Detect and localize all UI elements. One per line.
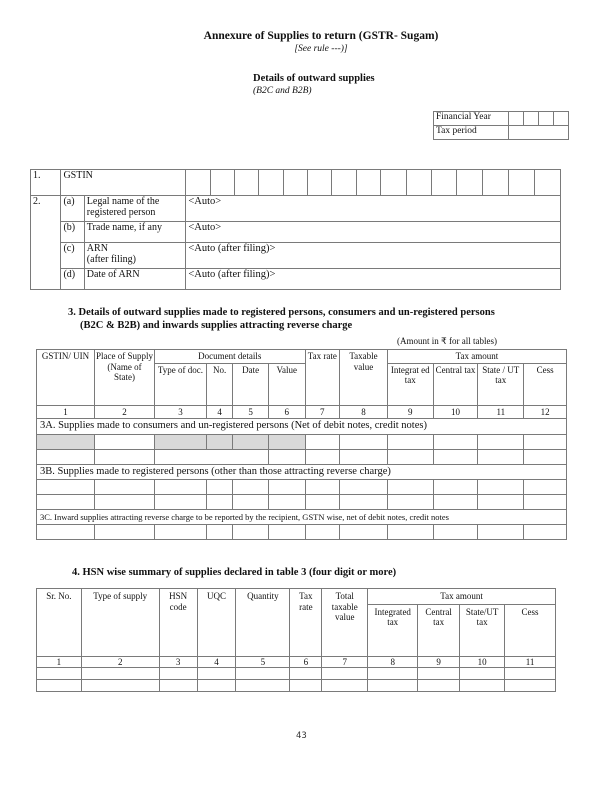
col-number: 6 [268,405,305,419]
table-cell[interactable] [387,449,433,464]
gstin-label: GSTIN [61,170,186,196]
header-hsn-code: HSN code [159,589,197,657]
table-cell[interactable] [37,525,95,540]
section-3c-heading: 3C. Inward supplies attracting reverse charge to be reported by the recipient, GSTN wise, net of debit notes, credit notes [37,510,567,525]
section-3a-heading: 3A. Supplies made to consumers and un-registered persons (Net of debit notes, credit notes) [37,419,567,435]
table-cell[interactable] [505,668,556,680]
gstin-cell[interactable] [509,170,535,196]
gstin-cell[interactable] [332,170,356,196]
table-cell[interactable] [478,434,524,449]
table-cell[interactable] [94,525,154,540]
table-cell[interactable] [37,495,95,510]
header-central-tax: Central tax [433,363,478,405]
header-doc-no: No. [206,363,232,405]
col-number: 12 [524,405,567,419]
table-cell-disabled [37,434,95,449]
table-cell[interactable] [478,449,524,464]
table-cell[interactable] [460,680,505,692]
gstin-cell[interactable] [457,170,482,196]
table-cell[interactable] [505,680,556,692]
trade-name-value: <Auto> [186,222,561,243]
trade-name-label: Trade name, if any [84,222,186,243]
table-cell[interactable] [387,434,433,449]
gstin-cell[interactable] [186,170,210,196]
table-cell[interactable] [305,525,340,540]
table-cell[interactable] [159,668,197,680]
table-cell[interactable] [155,495,207,510]
col-number: 8 [340,405,388,419]
table-cell[interactable] [433,495,478,510]
page-title: Annexure of Supplies to return (GSTR- Sugam) [203,30,439,42]
outward-supplies-table [36,349,567,540]
col-number: 5 [236,656,290,668]
header-taxable-value: Taxable value [340,350,388,406]
item-letter: (a) [61,196,84,222]
table-cell[interactable] [524,480,567,495]
col-number: 11 [478,405,524,419]
row-number: 2. [31,196,61,290]
table-cell[interactable] [37,480,95,495]
gstin-cell[interactable] [406,170,431,196]
gstin-cell[interactable] [283,170,307,196]
table-cell[interactable] [340,495,388,510]
table-cell[interactable] [478,525,524,540]
gstin-cell[interactable] [431,170,456,196]
table-cell[interactable] [37,680,82,692]
header-tax-rate: Tax rate [305,350,340,406]
table-cell[interactable] [233,480,269,495]
table-cell[interactable] [233,495,269,510]
header-place-of-supply: Place of Supply (Name of State) [94,350,154,406]
details-title: Details of outward supplies [253,73,375,84]
table-cell[interactable] [368,668,418,680]
table-cell[interactable] [81,680,159,692]
header-tax-amount: Tax amount [368,589,556,605]
col-number: 3 [159,656,197,668]
gstin-cell[interactable] [308,170,332,196]
table-cell-disabled [268,434,305,449]
period-box [433,111,569,140]
table-cell[interactable] [368,680,418,692]
table-cell[interactable] [524,495,567,510]
header-type-of-supply: Type of supply [81,589,159,657]
header-document-details: Document details [155,350,306,364]
table-cell[interactable] [236,680,290,692]
table-cell[interactable] [478,480,524,495]
table-cell[interactable] [268,449,305,464]
arn-label [84,243,186,269]
table-cell[interactable] [340,525,388,540]
table-cell[interactable] [236,668,290,680]
table-cell[interactable] [433,434,478,449]
gstin-cell[interactable] [356,170,380,196]
header-integrated-tax: Integrated tax [368,604,418,656]
details-subtitle: (B2C and B2B) [253,86,312,96]
col-number: 9 [387,405,433,419]
gstin-cell[interactable] [235,170,259,196]
gstin-cell[interactable] [259,170,283,196]
col-number: 7 [322,656,368,668]
table-cell[interactable] [94,495,154,510]
header-uqc: UQC [197,589,236,657]
table-cell[interactable] [233,525,269,540]
financial-year-label: Financial Year [434,112,509,126]
col-number: 5 [233,405,269,419]
item-letter: (b) [61,222,84,243]
gstin-cell[interactable] [535,170,561,196]
table-cell[interactable] [305,449,340,464]
arn-date-label: Date of ARN [84,269,186,290]
col-number: 9 [418,656,460,668]
table-cell-disabled [233,434,269,449]
table-cell[interactable] [155,449,269,464]
financial-year-cell[interactable] [509,112,524,126]
section-3-title-line2: (B2C & B2B) and inwards supplies attracting reverse charge [80,320,353,331]
table-cell[interactable] [524,525,567,540]
row-number: 1. [31,170,61,196]
tax-period-field[interactable] [509,126,569,140]
header-gstin: GSTIN/ UIN [37,350,95,406]
col-number: 8 [368,656,418,668]
table-cell[interactable] [94,434,154,449]
header-tax-rate: Tax rate [290,589,322,657]
table-cell[interactable] [155,480,207,495]
table-cell[interactable] [305,480,340,495]
col-number: 4 [197,656,236,668]
table-cell[interactable] [305,434,340,449]
header-state-tax: State/UT tax [460,604,505,656]
table-cell[interactable] [290,680,322,692]
table-cell-disabled [206,434,232,449]
col-number: 11 [505,656,556,668]
table-cell[interactable] [206,480,232,495]
financial-year-cell[interactable] [524,112,539,126]
arn-date-value: <Auto (after filing)> [186,269,561,290]
table-cell[interactable] [155,525,207,540]
table-cell[interactable] [37,449,95,464]
header-sr-no: Sr. No. [37,589,82,657]
table-cell[interactable] [159,680,197,692]
table-cell[interactable] [268,495,305,510]
table-cell[interactable] [268,480,305,495]
arn-label-text: ARN [86,243,108,254]
table-cell[interactable] [524,449,567,464]
table-cell[interactable] [340,449,388,464]
header-doc-value: Value [268,363,305,405]
col-number: 3 [155,405,207,419]
item-letter: (c) [61,243,84,269]
table-cell[interactable] [387,525,433,540]
legal-name-label: Legal name of the registered person [84,196,186,222]
table-cell[interactable] [433,525,478,540]
gstin-cell[interactable] [210,170,234,196]
table-cell[interactable] [387,495,433,510]
col-number: 2 [81,656,159,668]
col-number: 7 [305,405,340,419]
header-state-tax: State / UT tax [478,363,524,405]
table-cell-disabled [155,434,207,449]
legal-name-value: <Auto> [186,196,561,222]
table-cell[interactable] [340,480,388,495]
section-3b-heading: 3B. Supplies made to registered persons (other than those attracting reverse charge) [37,464,567,480]
col-number: 10 [460,656,505,668]
table-cell[interactable] [197,668,236,680]
table-cell[interactable] [305,495,340,510]
tax-period-label: Tax period [434,126,509,140]
gstin-cell[interactable] [381,170,406,196]
table-cell[interactable] [340,434,388,449]
table-cell[interactable] [37,668,82,680]
table-cell[interactable] [290,668,322,680]
header-total-taxable-value: Total taxable value [322,589,368,657]
header-cess: Cess [524,363,567,405]
col-number: 4 [206,405,232,419]
section-3-title [68,306,578,332]
table-cell[interactable] [322,680,368,692]
arn-value: <Auto (after filing)> [186,243,561,269]
financial-year-cell[interactable] [539,112,554,126]
col-number: 6 [290,656,322,668]
table-cell[interactable] [460,668,505,680]
col-number: 10 [433,405,478,419]
header-integrated-tax: Integrat ed tax [387,363,433,405]
section-3-title-line1: 3. Details of outward supplies made to registered persons, consumers and un-registered persons [68,307,495,318]
taxpayer-details-table [30,169,561,290]
table-cell[interactable] [206,495,232,510]
table-cell[interactable] [524,434,567,449]
page-number: 43 [296,731,307,741]
col-number: 2 [94,405,154,419]
gstin-cell[interactable] [482,170,508,196]
table-cell[interactable] [418,668,460,680]
table-cell[interactable] [206,525,232,540]
item-letter: (d) [61,269,84,290]
table-cell[interactable] [81,668,159,680]
header-tax-amount: Tax amount [387,350,566,364]
rule-reference: [See rule ---)] [294,44,348,54]
arn-label-note: (after filing) [86,254,136,265]
table-cell[interactable] [433,480,478,495]
table-cell[interactable] [433,449,478,464]
table-cell[interactable] [268,525,305,540]
table-cell[interactable] [94,480,154,495]
header-central-tax: Central tax [418,604,460,656]
header-cess: Cess [505,604,556,656]
table-cell[interactable] [197,680,236,692]
table-cell[interactable] [478,495,524,510]
table-cell[interactable] [94,449,154,464]
col-number: 1 [37,405,95,419]
section-4-title: 4. HSN wise summary of supplies declared in table 3 (four digit or more) [72,567,397,578]
header-quantity: Quantity [236,589,290,657]
table-cell[interactable] [418,680,460,692]
financial-year-cell[interactable] [554,112,569,126]
amount-note: (Amount in ₹ for all tables) [397,336,497,346]
col-number: 1 [37,656,82,668]
table-cell[interactable] [387,480,433,495]
hsn-summary-table [36,588,556,692]
table-cell[interactable] [322,668,368,680]
header-type-of-doc: Type of doc. [155,363,207,405]
header-doc-date: Date [233,363,269,405]
